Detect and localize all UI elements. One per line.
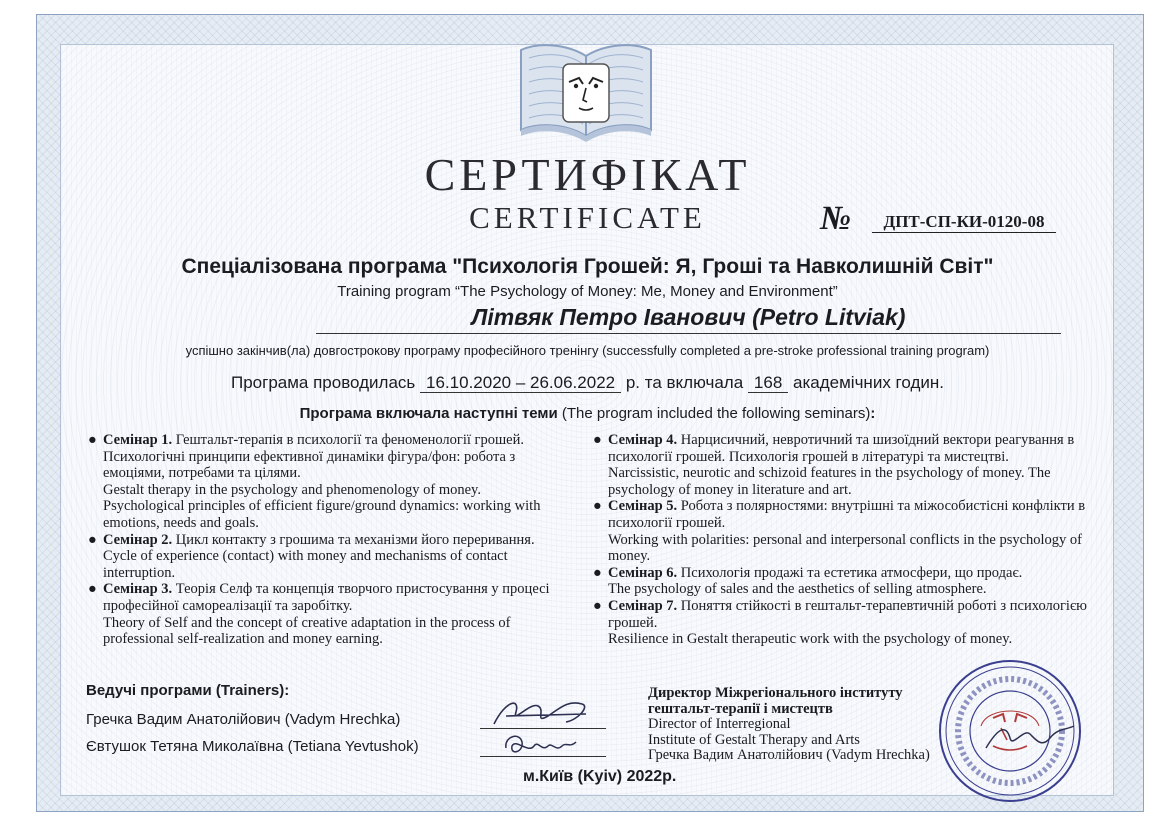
certificate-title-ua: СЕРТИФІКАТ bbox=[424, 149, 751, 200]
seminar-item: ● Семінар 3. Теорія Селф та концепція творчого пристосування у процесі професійної самореалізації та заробітку. Theory of Self and the concept of creative adaptation in the process of professional self-realization and money earning. bbox=[88, 581, 550, 648]
seminar-label: Семінар 6. bbox=[608, 564, 678, 581]
dates-suffix: академічних годин. bbox=[793, 373, 944, 392]
place-and-date: м.Київ (Kyiv) 2022р. bbox=[523, 768, 677, 785]
seminar-item: ● Семінар 4. Нарцисичний, невротичний та шизоїдний вектори реагування в психології грошей. Психологія грошей в літературі та мистецтві. Narcissistic, neurotic and schizoid features in the psychology of money. The psychology of money in literature and art. bbox=[593, 432, 1075, 498]
trainer-name: Євтушок Тетяна Миколаївна (Tetiana Yevtushok) bbox=[86, 738, 419, 755]
director-title-ua-2: гештальт-терапії і мистецтв bbox=[648, 700, 833, 717]
program-title-ua: Спеціалізована програма "Психологія Грошей: Я, Гроші та Навколишній Світ" bbox=[181, 255, 994, 278]
seminar-text-ua: Цикл контакту з грошима та механізми його переривання. bbox=[175, 531, 535, 548]
director-signature bbox=[980, 718, 1080, 758]
director-name: Гречка Вадим Анатолійович (Vadym Hrechka) bbox=[648, 747, 930, 763]
completion-text: успішно закінчив(ла) довгострокову програму професійного тренінгу (successfully completed a pre-stroke professional training program) bbox=[185, 343, 990, 358]
seminar-label: Семінар 7. bbox=[608, 597, 678, 614]
seminar-text-ua: Робота з полярностями: внутрішні та міжособистісні конфлікти в психології грошей. bbox=[608, 498, 1086, 531]
hours-count: 168 bbox=[748, 373, 788, 393]
seminar-item: ● Семінар 1. Гештальт-терапія в психології та феноменології грошей. Психологічні принципи ефективної динаміки фігура/фон: робота з емоціями, потребами та цілями. Gestalt therapy in the psychology and phenomenology of money. Psychological principles of efficient figure/ground dynamics: working with emotions, needs and goals. bbox=[88, 432, 541, 531]
seminar-label: Семінар 5. bbox=[608, 498, 678, 515]
seminar-label: Семінар 3. bbox=[103, 581, 173, 598]
trainer-signature-2 bbox=[500, 728, 580, 762]
seminar-label: Семінар 1. bbox=[103, 432, 173, 448]
program-title-en: Training program “The Psychology of Money: Me, Money and Environment” bbox=[337, 283, 838, 300]
seminar-item: ● Семінар 2. Цикл контакту з грошима та механізми його переривання. Cycle of experience (contact) with money and mechanisms of contact interruption. bbox=[88, 531, 535, 581]
director-title-ua-1: Директор Міжрегіонального інституту bbox=[648, 685, 903, 701]
trainer-name: Гречка Вадим Анатолійович (Vadym Hrechka) bbox=[86, 711, 401, 728]
seminar-text-en: Resilience in Gestalt therapeutic work with the psychology of money. bbox=[608, 631, 1013, 648]
certificate-number: ДПТ-СП-КИ-0120-08 bbox=[872, 212, 1056, 233]
recipient-name: Літвяк Петро Іванович (Petro Litviak) bbox=[316, 304, 1061, 334]
seminar-text-en: The psychology of sales and the aesthetics of selling atmosphere. bbox=[608, 581, 987, 598]
seminar-text-en: Working with polarities: personal and interpersonal conflicts in the psychology of money. bbox=[608, 531, 1083, 565]
seminars-right-column bbox=[591, 432, 1096, 648]
dates-period: 16.10.2020 – 26.06.2022 bbox=[420, 373, 621, 393]
topics-heading-colon: : bbox=[870, 405, 876, 422]
certificate-title-en: CERTIFICATE bbox=[469, 200, 706, 235]
seminar-item: ● Семінар 5. Робота з полярностями: внутрішні та міжособистісні конфлікти в психології грошей. Working with polarities: personal and interpersonal conflicts in the psychology of money. bbox=[593, 498, 1086, 565]
seminar-text-ua: Поняття стійкості в гештальт-терапевтичній роботі з психологією грошей. bbox=[608, 597, 1088, 631]
seminars-left-column bbox=[86, 432, 564, 648]
seminar-item: ● Семінар 6. Психологія продажі та естетика атмосфери, що продає. The psychology of sales and the aesthetics of selling atmosphere. bbox=[593, 564, 1023, 598]
trainers-heading: Ведучі програми (Trainers): bbox=[86, 682, 290, 699]
topics-heading-ua: Програма включала наступні теми bbox=[299, 405, 558, 422]
program-dates bbox=[0, 373, 1175, 393]
seminar-text-en: Narcissistic, neurotic and schizoid features in the psychology of money. The psychology of money in literature and art. bbox=[608, 465, 1051, 498]
seminar-label: Семінар 2. bbox=[103, 531, 173, 548]
topics-heading-en: (The program included the following seminars) bbox=[561, 405, 871, 422]
seminar-label: Семінар 4. bbox=[608, 432, 678, 448]
seminar-text-en: Gestalt therapy in the psychology and phenomenology of money. Psychological principles of efficient figure/ground dynamics: working with emotions, needs and goals. bbox=[103, 481, 541, 531]
seminar-item: ● Семінар 7. Поняття стійкості в гештальт-терапевтичній роботі з психологією грошей. Resilience in Gestalt therapeutic work with the psychology of money. bbox=[593, 597, 1088, 648]
seminar-text-en: Cycle of experience (contact) with money and mechanisms of contact interruption. bbox=[103, 548, 508, 581]
seminar-text-ua: Гештальт-терапія в психології та феноменології грошей. Психологічні принципи ефективної динаміки фігура/фон: робота з емоціями, потребами та цілями. bbox=[103, 432, 524, 482]
dates-middle: р. та включала bbox=[625, 373, 744, 392]
dates-prefix: Програма проводилась bbox=[231, 373, 416, 392]
trainer-signature-1 bbox=[486, 694, 596, 732]
seminar-text-en: Theory of Self and the concept of creative adaptation in the process of professional self-realization and money earning. bbox=[103, 614, 511, 648]
director-title-en-2: Institute of Gestalt Therapy and Arts bbox=[648, 731, 860, 748]
seminar-text-ua: Теорія Селф та концепція творчого пристосування у процесі професійної самореалізації та заробітку. bbox=[103, 581, 550, 614]
topics-heading bbox=[0, 405, 1175, 422]
seminar-text-ua: Нарцисичний, невротичний та шизоїдний вектори реагування в психології грошей. Психологія грошей в літературі та мистецтві. bbox=[608, 432, 1075, 465]
seminar-text-ua: Психологія продажі та естетика атмосфери, що продає. bbox=[680, 564, 1023, 581]
number-sign: № bbox=[820, 200, 852, 237]
institute-logo-icon bbox=[517, 36, 655, 148]
director-title-en-1: Director of Interregional bbox=[648, 716, 791, 732]
